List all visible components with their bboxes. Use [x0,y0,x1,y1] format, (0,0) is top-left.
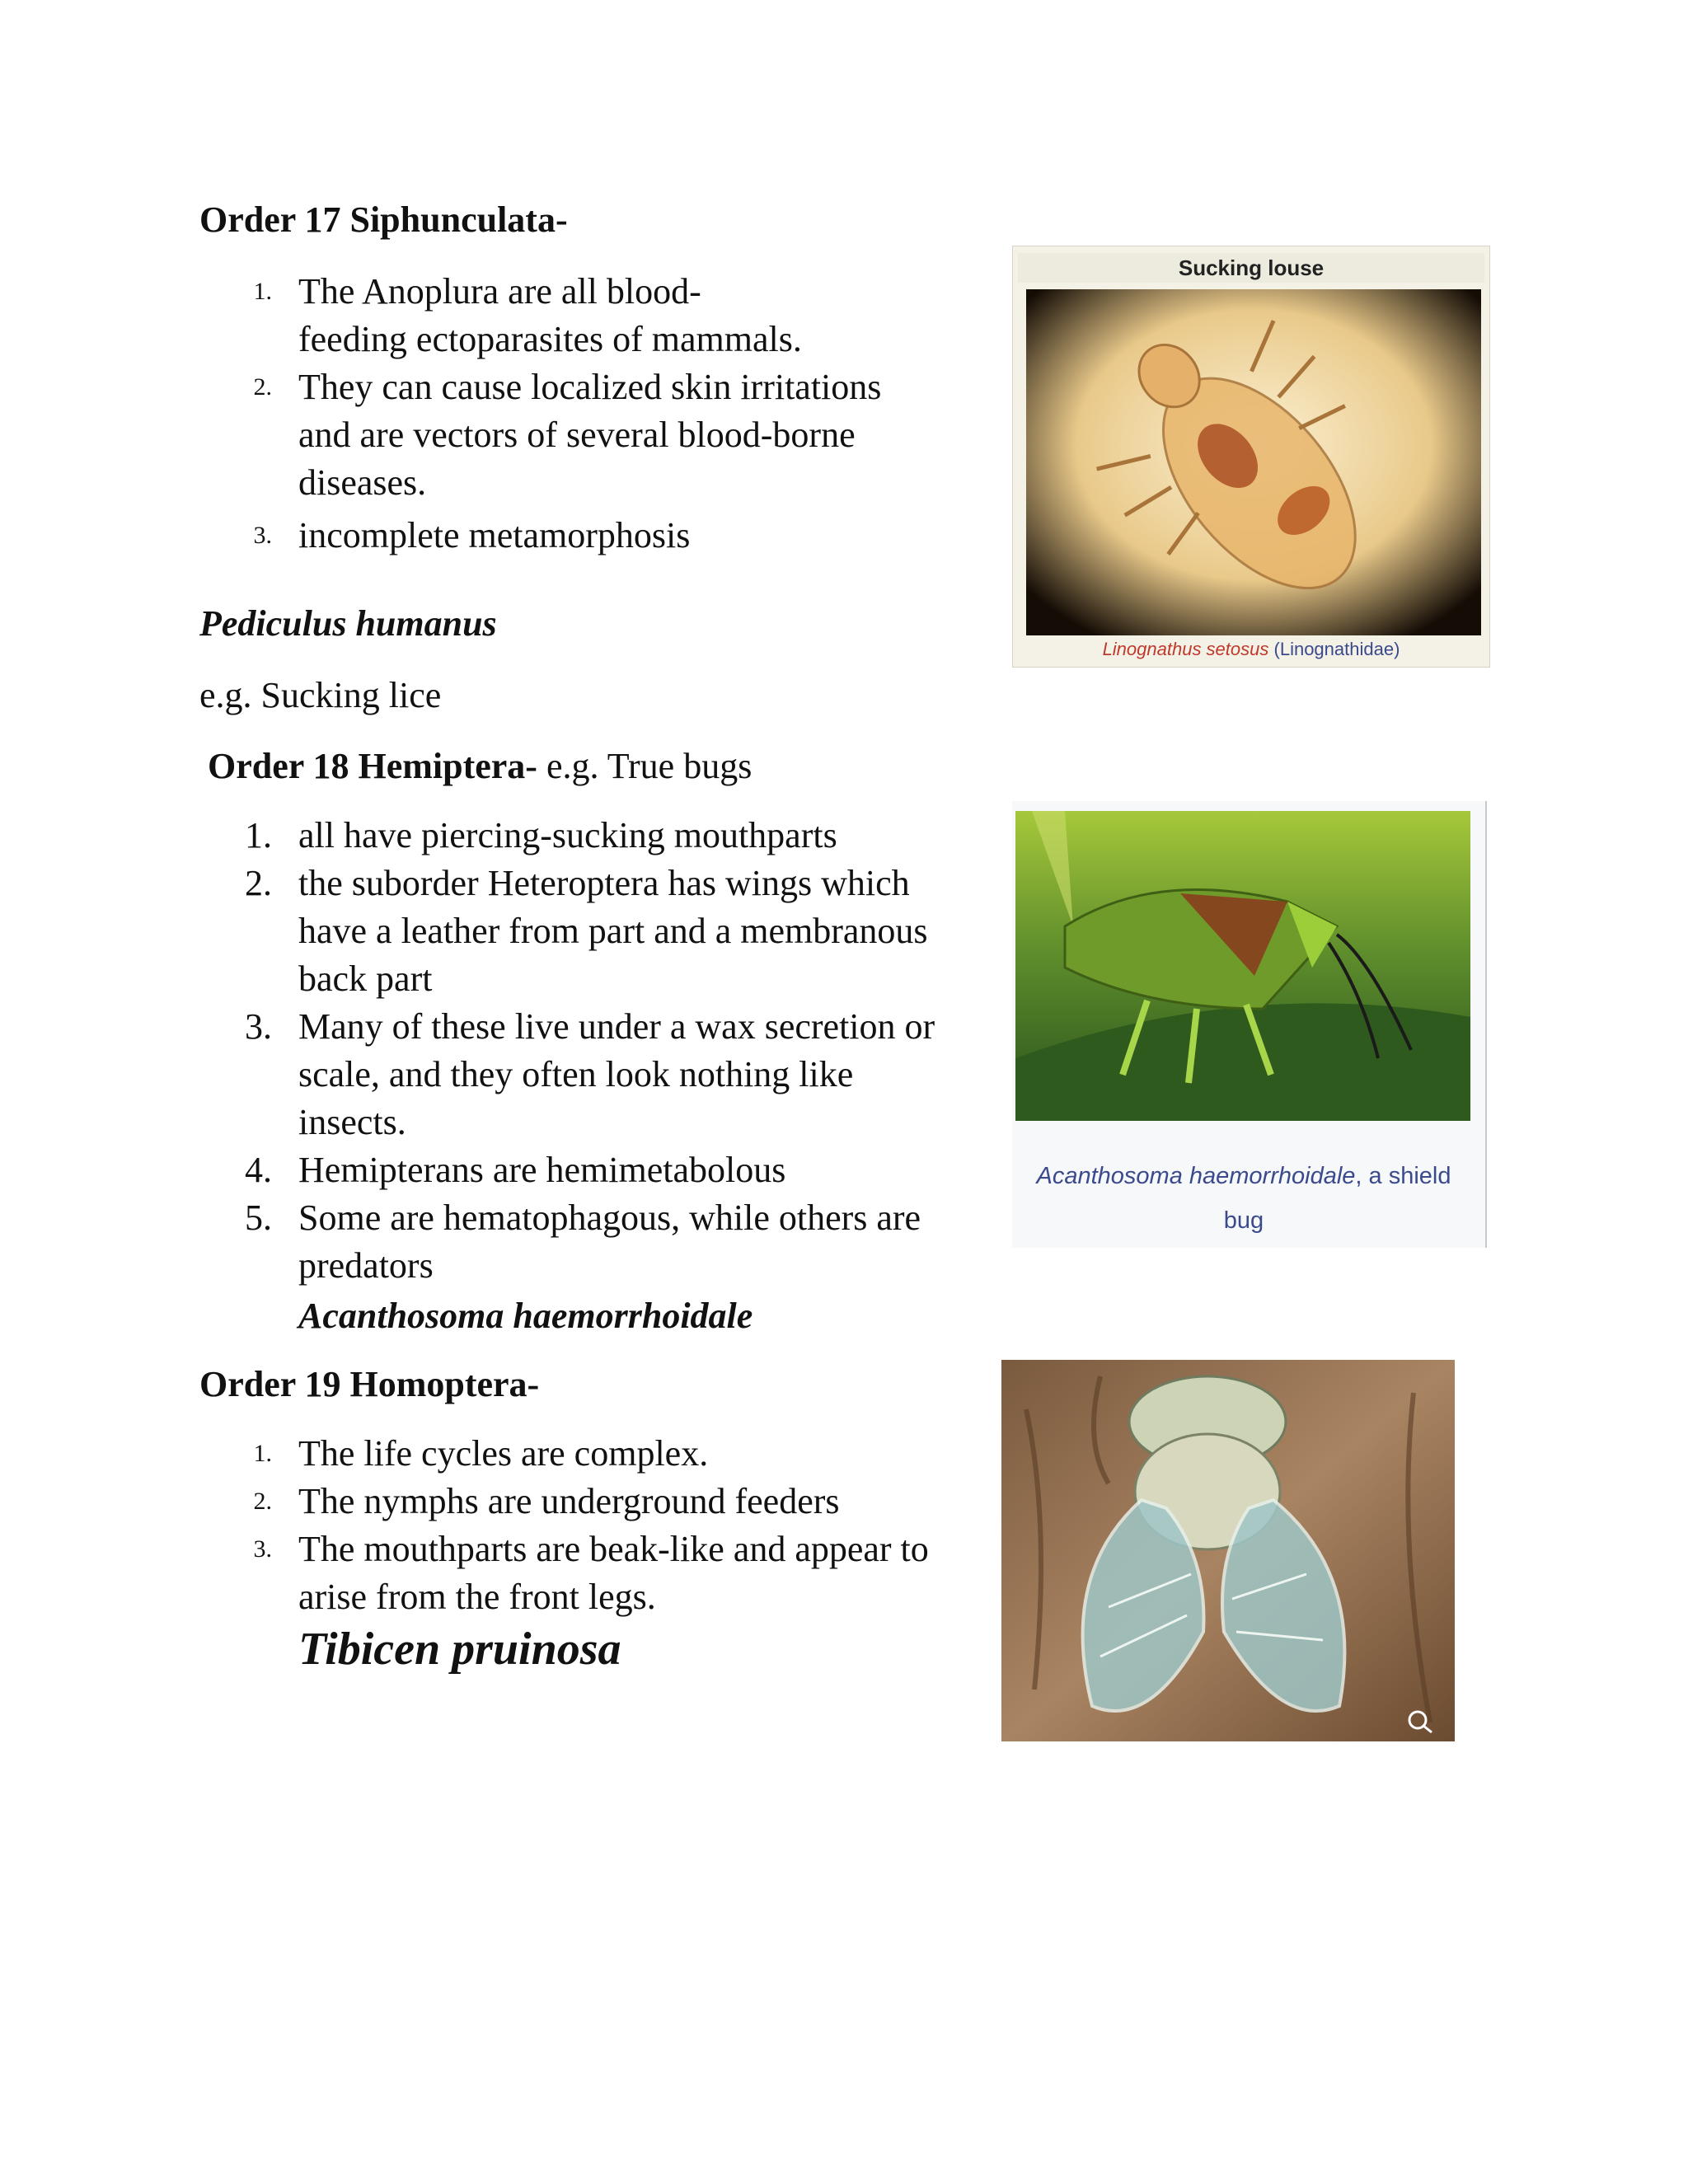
list-line: back part [298,958,433,999]
list-item [0,1478,929,1526]
list-number: 2. [245,863,272,903]
list-line: scale, and they often look nothing like [298,1054,854,1094]
list-number: 1. [245,815,272,855]
order17-species: Pediculus humanus [199,603,497,644]
list-line: incomplete metamorphosis [298,515,691,555]
figure-title: Sucking louse [1018,253,1484,283]
louse-image [1026,289,1481,635]
list-line: Many of these live under a wax secretion or [298,1006,935,1047]
list-line: The mouthparts are beak-like and appear to [298,1529,929,1569]
order17-heading: Order 17 Siphunculata- [199,199,568,240]
caption-rest: , a shield [1355,1163,1451,1189]
order17-list [0,268,881,560]
figure-caption [1013,637,1489,662]
order19-species: Tibicen pruinosa [298,1624,621,1675]
shield-bug-figure [1012,801,1487,1248]
order18-species: Acanthosoma haemorrhoidale [298,1296,753,1336]
list-item [0,1146,935,1194]
list-item [0,1526,929,1621]
list-item [0,812,935,860]
order19-list [0,1430,929,1621]
list-item [0,860,935,1003]
list-line: They can cause localized skin irritations [298,367,882,407]
caption-line2: bug [1223,1207,1264,1234]
order18-heading-suffix: e.g. True bugs [537,746,753,786]
list-line: diseases. [298,462,427,503]
list-item [0,268,881,363]
list-number: 1. [253,278,272,305]
list-item [0,1194,935,1290]
list-number: 5. [245,1197,272,1238]
caption-species: Linognathus setosus [1102,639,1269,659]
list-number: 4. [245,1150,272,1190]
list-line: the suborder Heteroptera has wings which [298,863,910,903]
shield-bug-image [1015,811,1470,1121]
list-line: arise from the front legs. [298,1577,656,1617]
list-line: have a leather from part and a membranous [298,911,928,951]
list-number: 1. [253,1440,272,1467]
list-line: Some are hematophagous, while others are [298,1197,921,1238]
list-line: predators [298,1245,434,1286]
list-line: The life cycles are complex. [298,1433,709,1474]
order18-heading-line [208,743,752,790]
list-line: The Anoplura are all blood- [298,271,701,312]
order19-heading: Order 19 Homoptera- [199,1364,540,1404]
caption-family: (Linognathidae) [1273,639,1400,659]
order18-heading: Order 18 Hemiptera- [208,746,537,786]
order18-list [0,812,935,1290]
list-number: 2. [253,1488,272,1515]
list-number: 3. [253,522,272,549]
list-item [0,1003,935,1146]
sucking-louse-figure [1012,246,1490,668]
list-line: and are vectors of several blood-borne [298,415,856,455]
list-item [0,512,881,560]
cicada-image [1001,1360,1455,1741]
list-line: feeding ectoparasites of mammals. [298,319,802,359]
list-number: 3. [245,1006,272,1047]
list-line: Hemipterans are hemimetabolous [298,1150,786,1190]
figure-caption [1012,1154,1475,1243]
list-line: insects. [298,1102,406,1142]
order17-example: e.g. Sucking lice [199,675,442,715]
list-line: all have piercing-sucking mouthparts [298,815,837,855]
list-line: The nymphs are underground feeders [298,1481,840,1521]
list-item [0,363,881,507]
list-item [0,1430,929,1478]
cicada-figure [1001,1360,1455,1741]
list-number: 2. [253,373,272,401]
caption-species: Acanthosoma haemorrhoidale [1036,1163,1356,1189]
list-number: 3. [253,1535,272,1563]
